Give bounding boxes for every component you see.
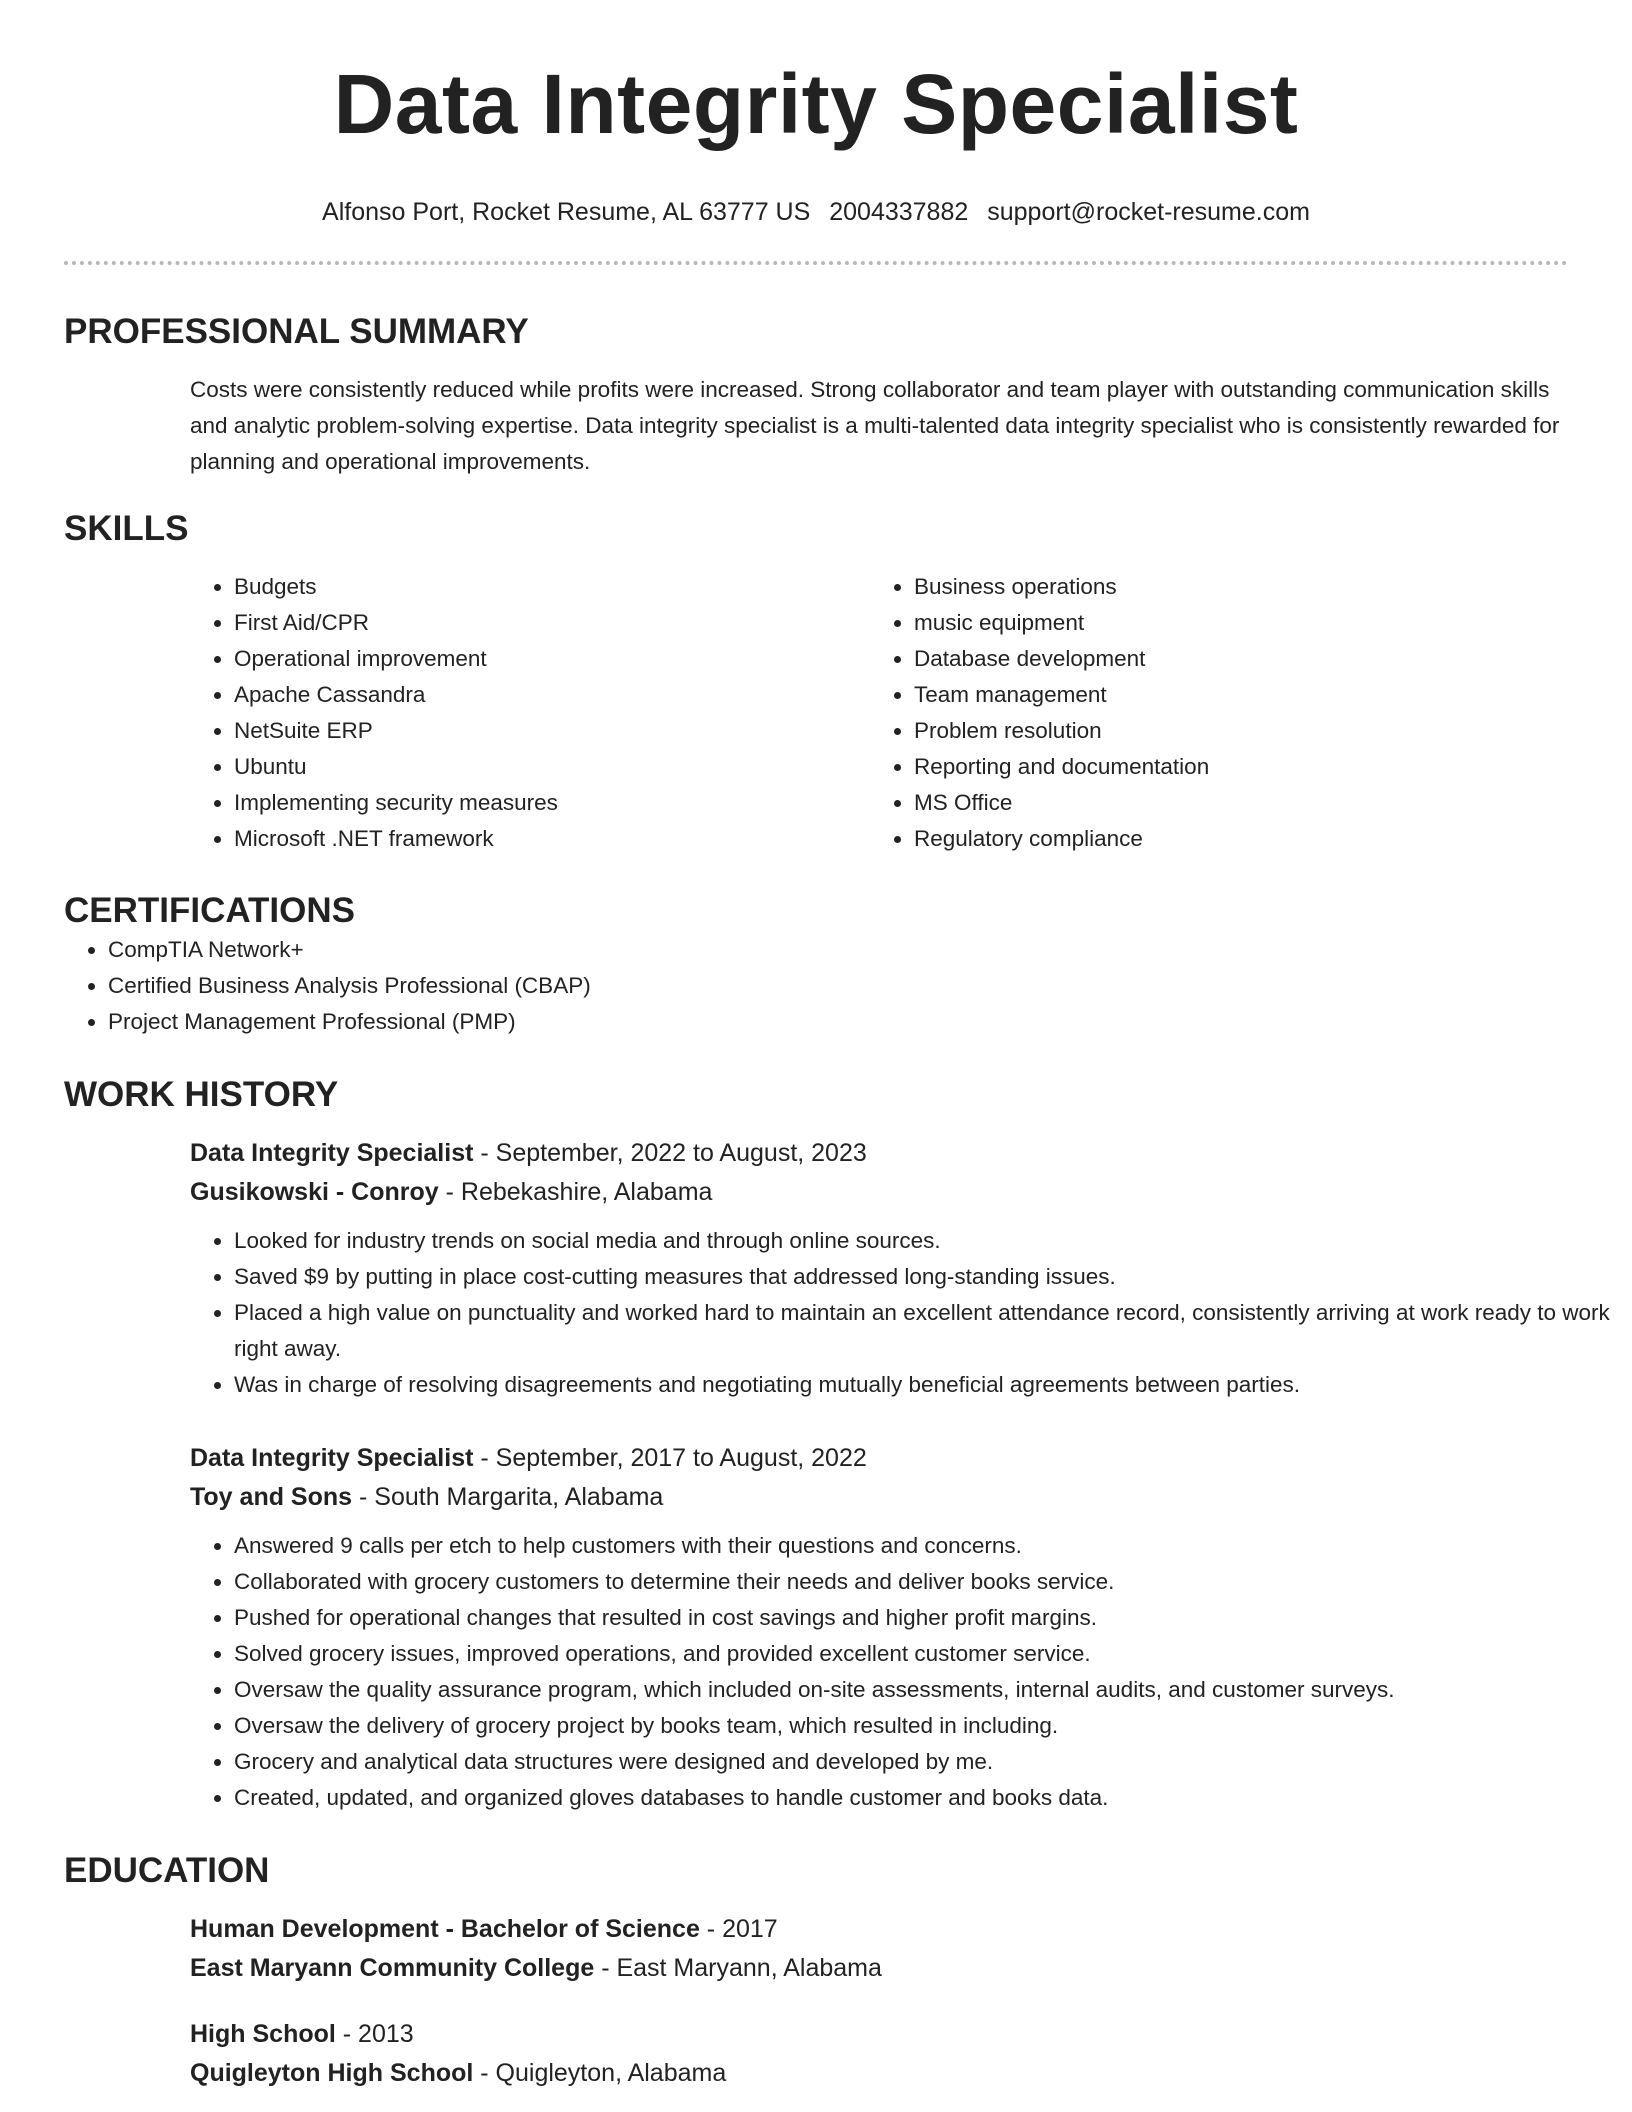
education-year: - 2013 — [335, 2020, 414, 2048]
education-location: - Quigleyton, Alabama — [473, 2059, 727, 2087]
education-degree-line — [190, 2015, 1568, 2054]
candidate-name: Data Integrity Specialist — [333, 57, 1299, 151]
skill-item: • Problem resolution — [914, 713, 1550, 749]
skill-item: • Regulatory compliance — [914, 821, 1550, 857]
work-history-section — [64, 1074, 1610, 1816]
job-bullet: • Collaborated with grocery customers to determine their needs and deliver books service. — [234, 1564, 1632, 1600]
job-bullet: • Oversaw the quality assurance program, which included on-site assessments, internal audits, and customer surveys. — [234, 1672, 1632, 1708]
skill-item: • music equipment — [914, 605, 1550, 641]
education-school: East Maryann Community College — [190, 1954, 595, 1982]
education-location: - East Maryann, Alabama — [594, 1954, 882, 1982]
skills-columns — [190, 569, 1568, 857]
skills-list-left — [190, 569, 870, 857]
job-bullet: • Looked for industry trends on social media and through online sources. — [234, 1223, 1632, 1259]
job-location: - South Margarita, Alabama — [352, 1483, 664, 1511]
job-role: Data Integrity Specialist — [190, 1139, 474, 1167]
skill-item: • Apache Cassandra — [234, 677, 870, 713]
skills-list-right — [870, 569, 1550, 857]
certification-item: • Project Management Professional (PMP) — [108, 1004, 1568, 1040]
skill-item: • Operational improvement — [234, 641, 870, 677]
skill-item: • First Aid/CPR — [234, 605, 870, 641]
skill-item: • Team management — [914, 677, 1550, 713]
job-bullet: • Saved $9 by putting in place cost-cutting measures that addressed long-standing issues. — [234, 1259, 1632, 1295]
education-degree-line — [190, 1910, 1568, 1949]
contact-phone: 2004337882 — [829, 198, 969, 226]
skill-item: • Reporting and documentation — [914, 749, 1550, 785]
job-bullets — [190, 1528, 1632, 1816]
skills-heading: SKILLS — [64, 509, 189, 548]
contact-email: support@rocket-resume.com — [987, 198, 1310, 226]
job-title-line — [190, 1439, 1568, 1478]
skill-item: • Database development — [914, 641, 1550, 677]
job-company-line — [190, 1173, 1568, 1212]
education-school-line — [190, 2054, 1568, 2093]
job-bullet: • Oversaw the delivery of grocery project by books team, which resulted in including. — [234, 1708, 1632, 1744]
resume-header — [64, 0, 1568, 228]
certification-item: • CompTIA Network+ — [108, 932, 1568, 968]
certifications-list — [64, 932, 1568, 1040]
skill-item: • Microsoft .NET framework — [234, 821, 870, 857]
skills-section — [64, 508, 1568, 857]
job-company: Toy and Sons — [190, 1483, 353, 1511]
job-entry — [190, 1439, 1568, 1816]
job-dates: - September, 2017 to August, 2022 — [473, 1444, 867, 1472]
job-entry — [190, 1134, 1610, 1403]
certifications-section — [64, 890, 1568, 1040]
summary-heading: PROFESSIONAL SUMMARY — [64, 312, 529, 351]
job-location: - Rebekashire, Alabama — [438, 1178, 713, 1206]
job-bullets — [190, 1223, 1632, 1403]
job-role: Data Integrity Specialist — [190, 1444, 474, 1472]
summary-text: Costs were consistently reduced while profits were increased. Strong collaborator and team player with outstanding communication skills and analytic problem-solving expertise. Data integrity specialist is a multi-talented data integrity specialist who is consistently rewarded for planning and operational improvements. — [190, 377, 1560, 474]
skill-item: • Business operations — [914, 569, 1550, 605]
job-bullet: • Answered 9 calls per etch to help customers with their questions and concerns. — [234, 1528, 1632, 1564]
header-divider — [64, 261, 1568, 265]
job-company-line — [190, 1478, 1568, 1517]
skill-item: • Ubuntu — [234, 749, 870, 785]
education-degree: Human Development - Bachelor of Science — [190, 1915, 700, 1943]
education-school: Quigleyton High School — [190, 2059, 474, 2087]
contact-line — [64, 196, 1568, 228]
work-history-heading: WORK HISTORY — [64, 1075, 339, 1114]
job-dates: - September, 2022 to August, 2023 — [473, 1139, 867, 1167]
skill-item: • NetSuite ERP — [234, 713, 870, 749]
job-bullet: • Grocery and analytical data structures were designed and developed by me. — [234, 1744, 1632, 1780]
skill-item: • Budgets — [234, 569, 870, 605]
education-school-line — [190, 1949, 1568, 1988]
job-bullet: • Created, updated, and organized gloves databases to handle customer and books data. — [234, 1780, 1632, 1816]
summary-section — [64, 311, 1568, 480]
job-bullet: • Was in charge of resolving disagreements and negotiating mutually beneficial agreements between parties. — [234, 1367, 1632, 1403]
certification-item: • Certified Business Analysis Professional (CBAP) — [108, 968, 1568, 1004]
job-title-line — [190, 1134, 1568, 1173]
education-entry — [190, 1910, 1568, 1988]
certifications-heading: CERTIFICATIONS — [64, 891, 356, 930]
job-bullet: • Solved grocery issues, improved operations, and provided excellent customer service. — [234, 1636, 1632, 1672]
education-entry — [190, 2015, 1568, 2093]
skill-item: • MS Office — [914, 785, 1550, 821]
contact-address: Alfonso Port, Rocket Resume, AL 63777 US — [322, 198, 811, 226]
skill-item: • Implementing security measures — [234, 785, 870, 821]
education-section — [64, 1850, 1568, 2093]
education-heading: EDUCATION — [64, 1851, 270, 1890]
education-degree: High School — [190, 2020, 336, 2048]
job-bullet: • Pushed for operational changes that resulted in cost savings and higher profit margins. — [234, 1600, 1632, 1636]
job-company: Gusikowski - Conroy — [190, 1178, 439, 1206]
education-year: - 2017 — [699, 1915, 778, 1943]
job-bullet: • Placed a high value on punctuality and worked hard to maintain an excellent attendance record, consistently arriving at work ready to work right away. — [234, 1295, 1632, 1367]
